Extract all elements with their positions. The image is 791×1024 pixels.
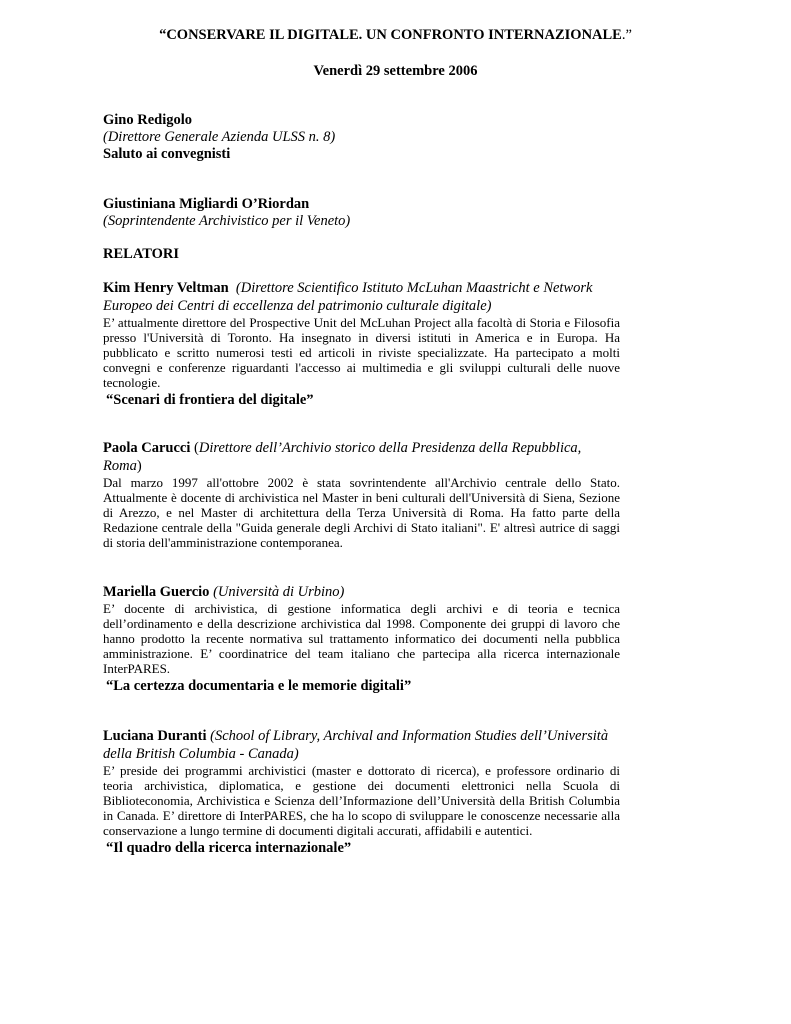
speaker-header (103, 279, 620, 315)
host-role: (Soprintendente Archivistico per il Veneto) (103, 213, 351, 229)
host-block (103, 196, 620, 230)
welcome-role: (Direttore Generale Azienda ULSS n. 8) (103, 129, 336, 145)
speaker-role-prefix: ( (190, 440, 199, 456)
speaker-name: Kim Henry Veltman (103, 280, 229, 296)
speaker-header (103, 727, 620, 763)
speaker-role: (Università di Urbino) (213, 584, 345, 600)
conference-title-tail: .” (621, 27, 632, 43)
speaker-talk-title: “La certezza documentaria e le memorie digitali” (106, 678, 412, 694)
speaker-block (103, 583, 620, 695)
speaker-bio: E’ docente di archivistica, di gestione informatica degli archivi e di teoria e tecnica dell’ordinamento e della descrizione archivistica dal 1998. Componente dei gruppi di lavoro che hanno prodotto la recente normativa sul trattamento informatico dei documenti nella pubblica amministrazione. E’ coordinatrice del team italiano che partecipa alla ricerca internazionale InterPARES. (103, 601, 620, 676)
speaker-bio: Dal marzo 1997 all'ottobre 2002 è stata sovrintendente all'Archivio centrale dello Stato. Attualmente è docente di archivistica nel Master in beni culturali dell'Università di Siena, Sezione di Arezzo, e nel Master di architettura della Terza Università di Roma. Ha fatto parte della Redazione centrale della "Guida generale degli Archivi di Stato italiani". E' altresì autrice di saggi di storia dell'amministrazione contemporanea. (103, 475, 620, 550)
welcome-label: Saluto ai convegnisti (103, 146, 231, 162)
speaker-role-suffix: ) (136, 458, 142, 474)
speaker-role: (School of Library, Archival and Information Studies dell’Università della British Columbia - Canada) (103, 728, 609, 762)
speaker-name: Luciana Duranti (103, 728, 207, 744)
speaker-role: (Direttore Scientifico Istituto McLuhan Maastricht e Network Europeo dei Centri di eccellenza del patrimonio culturale digitale) (103, 280, 593, 314)
speaker-block (103, 727, 620, 857)
welcome-block (103, 112, 620, 163)
conference-title (0, 27, 791, 44)
speaker-name: Mariella Guercio (103, 584, 210, 600)
speaker-talk-title: “Il quadro della ricerca internazionale” (106, 840, 352, 856)
speaker-header (103, 583, 620, 601)
speaker-role: Direttore dell’Archivio storico della Presidenza della Repubblica, Roma (103, 440, 582, 474)
host-name: Giustiniana Migliardi O’Riordan (103, 196, 310, 212)
speaker-bio: E’ preside dei programmi archivistici (master e dottorato di ricerca), e professore ordinario di teoria archivistica, diplomatica, e gestione dei documenti elettronici nella Scuola di Biblioteconomia, Archivistica e Scienza dell’Informazione dell’Università della British Columbia in Canada. E’ direttore di InterPARES, che ha lo scopo di sviluppare le conoscenze necessarie alla conservazione a lungo termine di documenti digitali accurati, affidabili e autentici. (103, 763, 620, 838)
speaker-block (103, 439, 620, 550)
speaker-role-prefix (229, 280, 236, 296)
speaker-bio: E’ attualmente direttore del Prospective Unit del McLuhan Project alla facoltà di Storia e Filosofia presso l'Università di Toronto. Ha insegnato in diversi istituti in America e in Europa. Ha pubblicato e scritto numerosi testi ed articoli in riviste specializzate. Ha partecipato a molti convegni e conferenze riguardanti l'accesso ai multimedia e gli sviluppi culturali delle nuove tecnologie. (103, 315, 620, 390)
welcome-name: Gino Redigolo (103, 112, 193, 128)
speaker-header (103, 439, 620, 475)
speakers-heading-text: RELATORI (103, 246, 180, 262)
speaker-block (103, 279, 620, 409)
speaker-talk-title: “Scenari di frontiera del digitale” (106, 392, 314, 408)
conference-title-text: “CONSERVARE IL DIGITALE. UN CONFRONTO INTERNAZIONALE (159, 27, 622, 43)
conference-date: Venerdì 29 settembre 2006 (313, 63, 478, 79)
speakers-heading (103, 246, 620, 263)
speaker-name: Paola Carucci (103, 440, 191, 456)
